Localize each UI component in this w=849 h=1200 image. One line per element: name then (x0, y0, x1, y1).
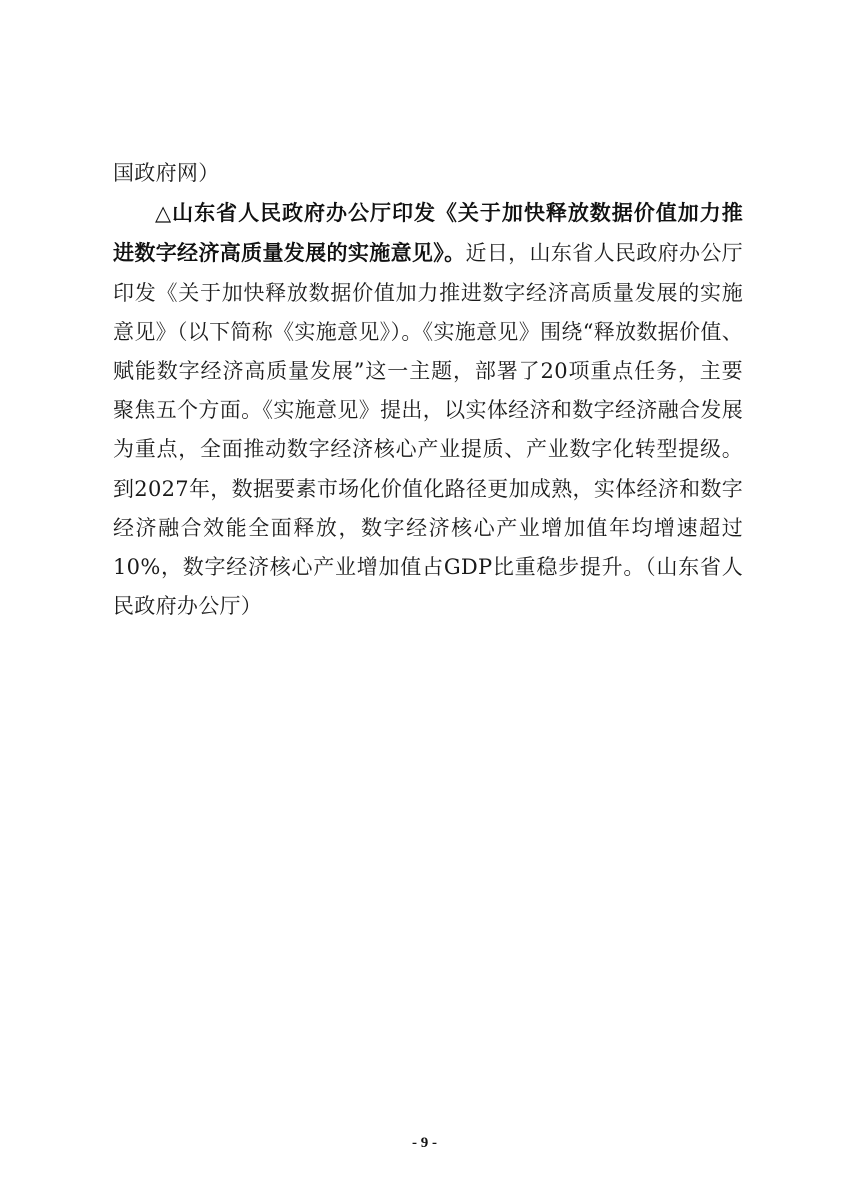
document-body (113, 154, 743, 626)
page-number: - 9 - (412, 1135, 437, 1151)
news-item-body: 近日，山东省人民政府办公厅印发《关于加快释放数据价值加力推进数字经济高质量发展的实施意见》（以下简称《实施意见》）。《实施意见》围绕“释放数据价值、赋能数字经济高质量发展”这一主题，部署了20项重点任务，主要聚焦五个方面。《实施意见》提出，以实体经济和数字经济融合发展为重点，全面推动数字经济核心产业提质、产业数字化转型提级。到2027年，数据要素市场化价值化路径更加成熟，实体经济和数字经济融合效能全面释放，数字经济核心产业增加值年均增速超过10%，数字经济核心产业增加值占GDP比重稳步提升。（山东省人民政府办公厅） (113, 241, 743, 619)
continuation-text: 国政府网） (113, 161, 220, 185)
triangle-marker: △ (155, 200, 173, 226)
news-item-headline: 山东省人民政府办公厅印发《关于加快释放数据价值加力推进数字经济高质量发展的实施意见》。 (113, 200, 743, 266)
continuation-paragraph (113, 154, 743, 193)
news-item-paragraph (113, 193, 743, 626)
